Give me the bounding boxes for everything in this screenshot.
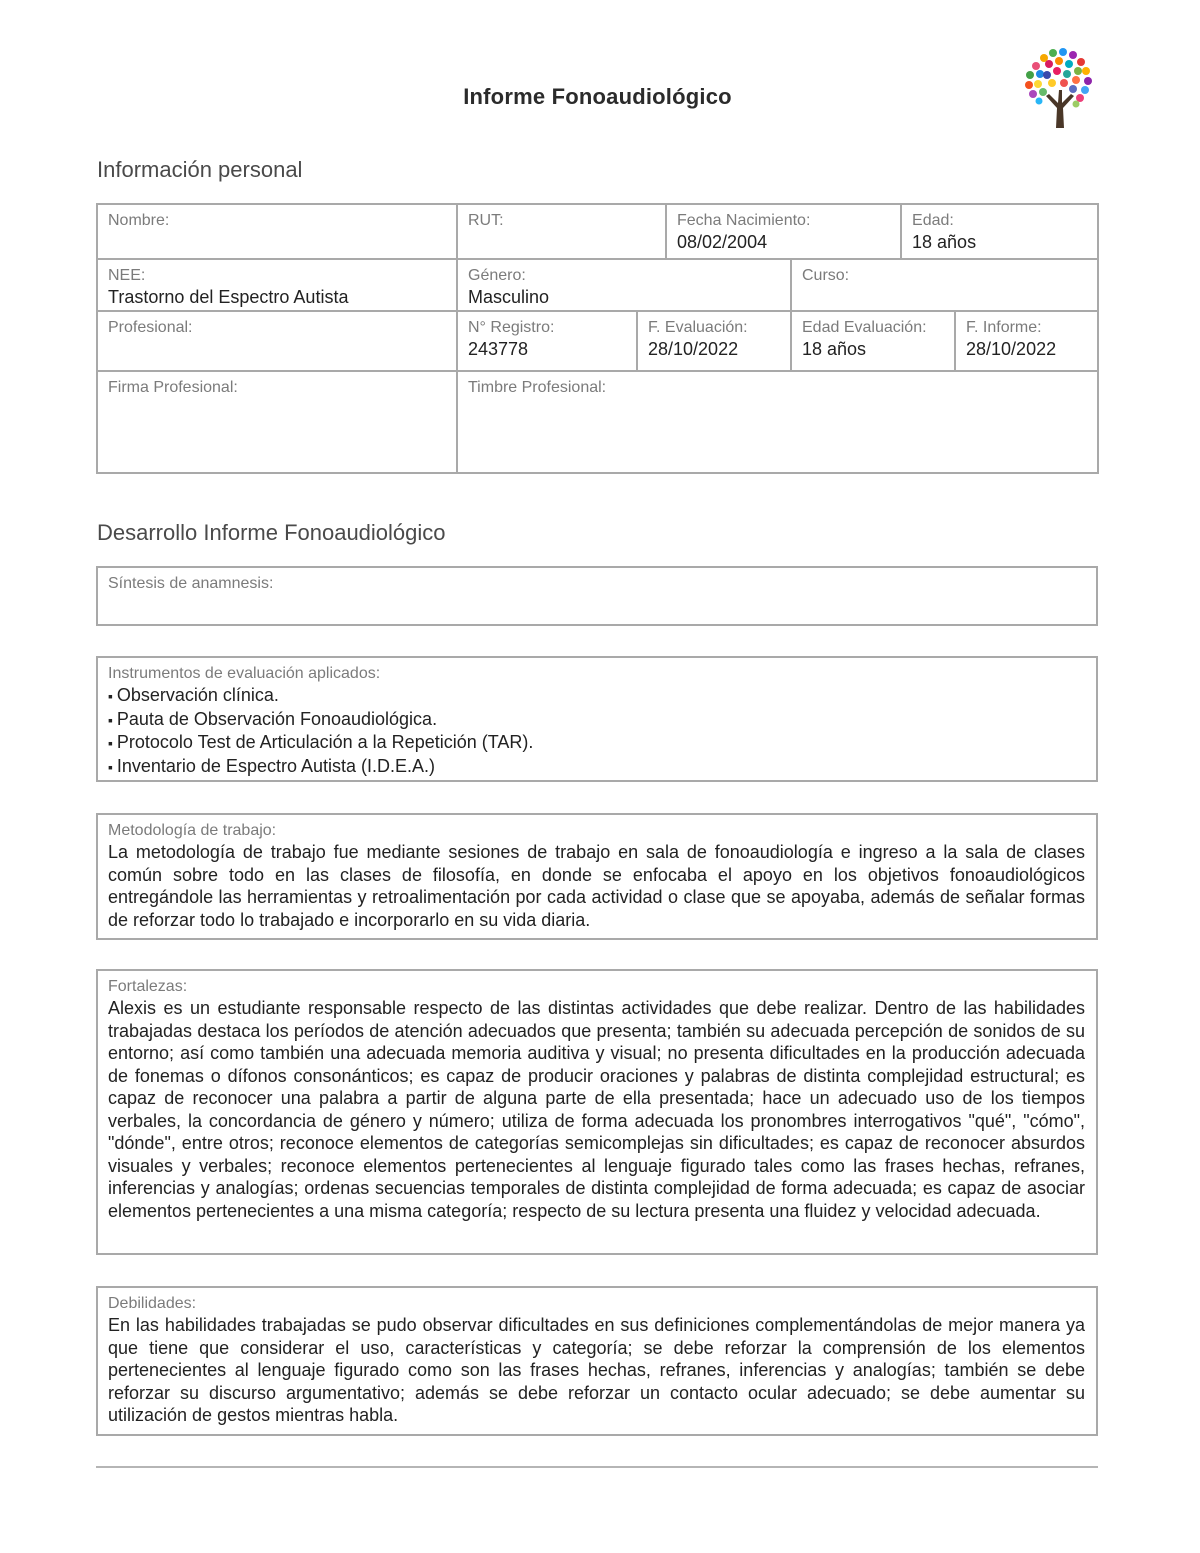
fecha-evaluacion-cell: [637, 311, 791, 371]
firma-profesional-label: Firma Profesional:: [108, 379, 238, 396]
fecha-informe-value: 28/10/2022: [966, 339, 1057, 359]
edad-evaluacion-label: Edad Evaluación:: [802, 319, 927, 336]
instrumentos-list: [108, 684, 1085, 778]
genero-cell: [457, 259, 791, 311]
debilidades-text: En las habilidades trabajadas se pudo observar dificultades en sus definiciones complementándolas de mejor manera ya que tiene que considerar el uso, características y categoría; se debe reforzar la comprensión de los elementos pertenecientes al lenguaje figurado como son las frases hechas, refranes, inferencias y analogías; también se debe reforzar su discurso argumentativo; además se debe reforzar un contacto ocular adecuado; se debe aumentar su utilización de gestos mientras habla.: [108, 1315, 1085, 1425]
edad-evaluacion-value: 18 años: [802, 339, 867, 359]
fortalezas-box: [96, 969, 1098, 1255]
rut-label: RUT:: [468, 212, 504, 229]
footer-divider: [96, 1466, 1098, 1468]
profesional-value: [108, 338, 446, 361]
registro-label: N° Registro:: [468, 319, 555, 336]
debilidades-label: Debilidades:: [108, 1295, 197, 1312]
fecha-informe-label: F. Informe:: [966, 319, 1042, 336]
fecha-evaluacion-label: F. Evaluación:: [648, 319, 748, 336]
desarrollo-heading: Desarrollo Informe Fonoaudiológico: [97, 520, 446, 545]
nombre-value: [108, 231, 446, 254]
edad-evaluacion-cell: [791, 311, 955, 371]
curso-cell: [791, 259, 1098, 311]
nee-label: NEE:: [108, 267, 146, 284]
personal-info-table: [96, 203, 1099, 474]
fecha-evaluacion-value: 28/10/2022: [648, 339, 739, 359]
fortalezas-label: Fortalezas:: [108, 978, 188, 995]
nee-cell: [97, 259, 457, 311]
curso-value: [802, 286, 1087, 309]
edad-label: Edad:: [912, 212, 954, 229]
list-item: ▪ Observación clínica.: [108, 684, 1085, 708]
fecha-nacimiento-value: 08/02/2004: [677, 232, 768, 252]
edad-value: 18 años: [912, 232, 977, 252]
tree-logo-icon: [1016, 44, 1102, 130]
fortalezas-text: Alexis es un estudiante responsable respecto de las distintas actividades que debe realizar. Dentro de las habilidades trabajadas destaca los períodos de atención adecuados que presenta; también su adecuada percepción de sonidos de su entorno; así como también una adecuada memoria auditiva y visual; no presenta dificultades en la producción adecuada de fonemas o dífonos consonánticos; es capaz de producir oraciones y palabras de distinta complejidad estructural; es capaz de reconocer una palabra a partir de alguna parte de ella presentada; hace un adecuado uso de los tiempos verbales, la concordancia de género y número; utiliza de forma adecuada los pronombres interrogativos "qué", "cómo", "dónde", entre otros; reconoce elementos de categorías semicomplejas sin dificultades; es capaz de reconocer absurdos visuales y verbales; reconoce elementos pertenecientes al lenguaje figurado tales como las frases hechas, refranes, inferencias y analogías; ordenas secuencias temporales de distinta complejidad de forma adecuada; es capaz de asociar elementos pertenecientes a una misma categoría; respecto de su lectura presenta una fluidez y velocidad adecuada.: [108, 998, 1085, 1221]
metodologia-text: La metodología de trabajo fue mediante sesiones de trabajo en sala de fonoaudiología e ingreso a la sala de clases común sobre todo en las clases de filosofía, en donde se enfocaba el apoyo en los objetivos fonoaudiológicos entregándole las herramientas y retroalimentación por cada actividad o clase que se apoyaba, además de señalar formas de reforzar todo lo trabajado e incorporarlo en su vida diaria.: [108, 842, 1085, 930]
anamnesis-box: [96, 566, 1098, 626]
genero-value: Masculino: [468, 287, 550, 307]
registro-value: 243778: [468, 339, 529, 359]
nombre-label: Nombre:: [108, 212, 170, 229]
nee-value: Trastorno del Espectro Autista: [108, 287, 349, 307]
profesional-cell: [97, 311, 457, 371]
anamnesis-label: Síntesis de anamnesis:: [108, 575, 274, 592]
curso-label: Curso:: [802, 267, 850, 284]
instrumentos-box: [96, 656, 1098, 782]
firma-profesional-cell: [97, 371, 457, 473]
genero-label: Género:: [468, 267, 526, 284]
rut-value: [468, 231, 655, 254]
fecha-nacimiento-cell: [666, 204, 901, 259]
nombre-cell: [97, 204, 457, 259]
timbre-profesional-cell: [457, 371, 1098, 473]
timbre-profesional-label: Timbre Profesional:: [468, 379, 607, 396]
list-item: ▪ Inventario de Espectro Autista (I.D.E.A.): [108, 755, 1085, 779]
edad-cell: [901, 204, 1098, 259]
rut-cell: [457, 204, 666, 259]
instrumentos-label: Instrumentos de evaluación aplicados:: [108, 665, 381, 682]
personal-info-heading: Información personal: [97, 157, 303, 182]
list-item: ▪ Protocolo Test de Articulación a la Repetición (TAR).: [108, 731, 1085, 755]
fecha-informe-cell: [955, 311, 1098, 371]
debilidades-box: [96, 1286, 1098, 1436]
fecha-nacimiento-label: Fecha Nacimiento:: [677, 212, 811, 229]
registro-cell: [457, 311, 637, 371]
document-title: Informe Fonoaudiológico: [463, 84, 732, 109]
metodologia-label: Metodología de trabajo:: [108, 822, 277, 839]
profesional-label: Profesional:: [108, 319, 193, 336]
metodologia-box: [96, 813, 1098, 940]
list-item: ▪ Pauta de Observación Fonoaudiológica.: [108, 708, 1085, 732]
